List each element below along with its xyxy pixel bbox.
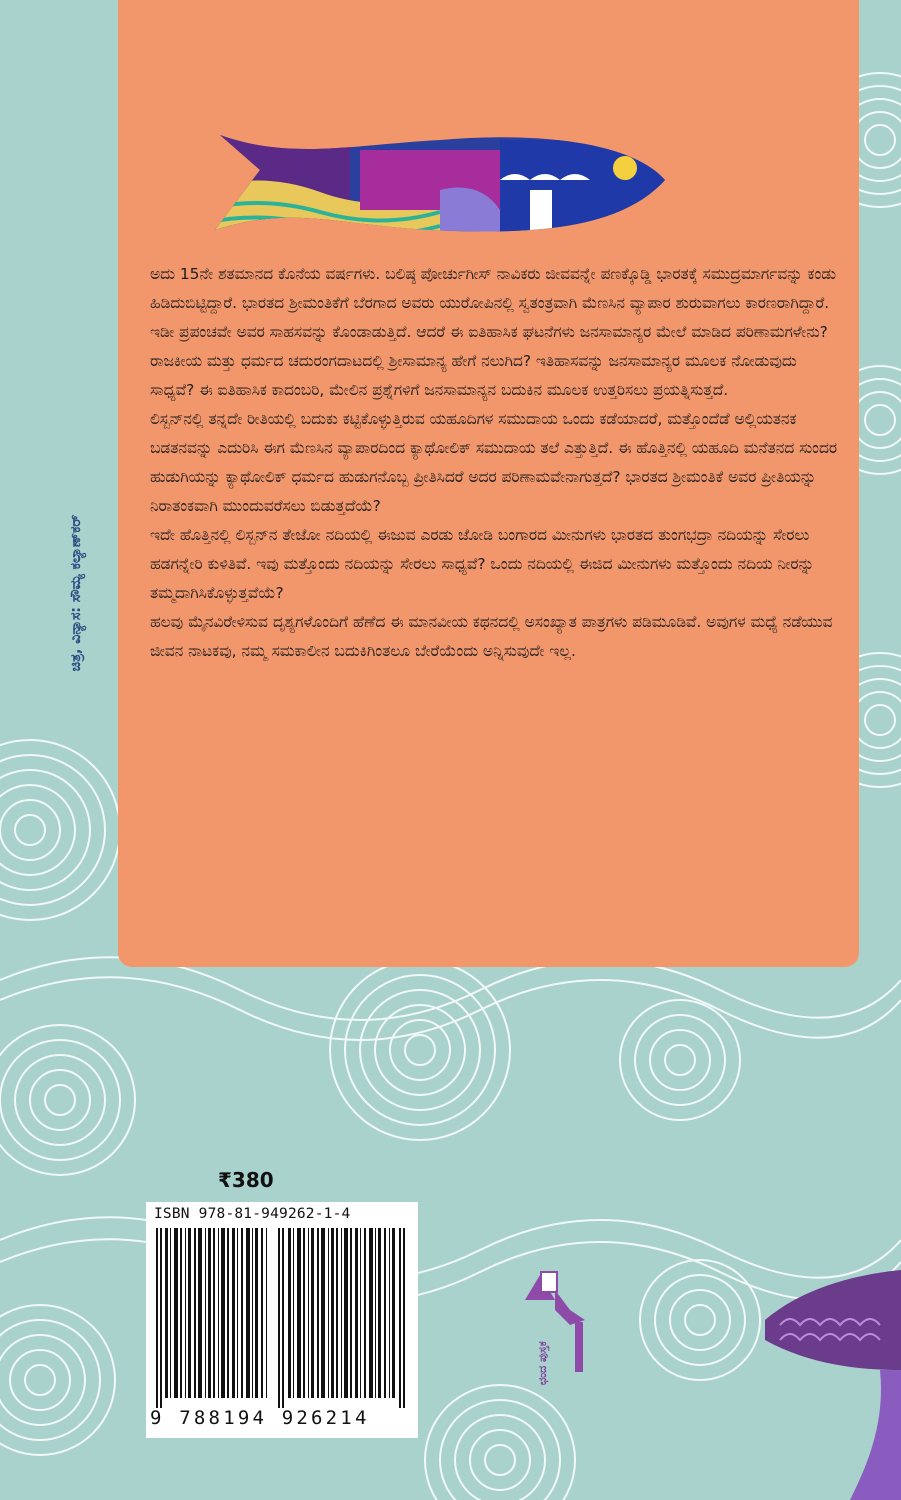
- blurb-paragraph-3: ಇದೇ ಹೊತ್ತಿನಲ್ಲಿ ಲಿಸ್ಬನ್‌ನ ತೇಜೋ ನದಿಯಲ್ಲಿ ಈಜುವ ಎರಡು ಜೋಡಿ ಬಂಗಾರದ ಮೀನುಗಳು ಭಾರತದ ತುಂಗಭದ್ರಾ ನದಿಯನ್ನು ಸೇರಲು ಹಡಗನ್ನೇರಿ ಕುಳಿತಿವೆ. ಇವು ಮತ್ತೊಂದು ನದಿಯನ್ನು ಸೇರಲು ಸಾಧ್ಯವೆ? ಒಂದು ನದಿಯಲ್ಲಿ ಈಜಿದ ಮೀನುಗಳು ಮತ್ತೊಂದು ನದಿಯ ನೀರನ್ನು ತಮ್ಮದಾಗಿಸಿಕೊಳ್ಳುತ್ತವೆಯೆ?: [150, 526, 815, 602]
- price-label: ₹380: [218, 1168, 274, 1192]
- barcode-bars: [156, 1228, 408, 1408]
- ean-digits: 9 788194 926214: [150, 1407, 370, 1429]
- corner-fish-illustration: [760, 1140, 901, 1500]
- blurb-paragraph-1: ಅದು 15ನೇ ಶತಮಾನದ ಕೊನೆಯ ವರ್ಷಗಳು. ಬಲಿಷ್ಠ ಪೋರ್ಚುಗೀಸ್ ನಾವಿಕರು ಜೀವವನ್ನೇ ಪಣಕ್ಕೊಡ್ಡಿ ಭಾರತಕ್ಕೆ ಸಮುದ್ರಮಾರ್ಗವನ್ನು ಕಂಡು ಹಿಡಿದುಬಿಟ್ಟಿದ್ದಾರೆ. ಭಾರತದ ಶ್ರೀಮಂತಿಕೆಗೆ ಬೆರಗಾದ ಅವರು ಯುರೋಪಿನಲ್ಲಿ ಸ್ವತಂತ್ರವಾಗಿ ಮೆಣಸಿನ ವ್ಯಾಪಾರ ಶುರುವಾಗಲು ಕಾರಣರಾಗಿದ್ದಾರೆ. ಇಡೀ ಪ್ರಪಂಚವೇ ಅವರ ಸಾಹಸವನ್ನು ಕೊಂಡಾಡುತ್ತಿದೆ. ಆದರೆ ಈ ಐತಿಹಾಸಿಕ ಘಟನೆಗಳು ಜನಸಾಮಾನ್ಯರ ಮೇಲೆ ಮಾಡಿದ ಪರಿಣಾಮಗಳೇನು? ರಾಜಕೀಯ ಮತ್ತು ಧರ್ಮದ ಚದುರಂಗದಾಟದಲ್ಲಿ ಶ್ರೀಸಾಮಾನ್ಯ ಹೇಗೆ ನಲುಗಿದ? ಇತಿಹಾಸವನ್ನು ಜನಸಾಮಾನ್ಯರ ಮೂಲಕ ನೋಡುವುದು ಸಾಧ್ಯವೆ? ಈ ಐತಿಹಾಸಿಕ ಕಾದಂಬರಿ, ಮೇಲಿನ ಪ್ರಶ್ನೆಗಳಿಗೆ ಜನಸಾಮಾನ್ಯನ ಬದುಕಿನ ಮೂಲಕ ಉತ್ತರಿಸಲು ಪ್ರಯತ್ನಿಸುತ್ತದೆ.: [150, 265, 836, 399]
- publisher-logo: [515, 1250, 595, 1400]
- fish-illustration: [200, 120, 670, 250]
- back-cover-blurb: [150, 260, 840, 666]
- blurb-paragraph-4: ಹಲವು ಮೈನವಿರೇಳಿಸುವ ದೃಶ್ಯಗಳೊಂದಿಗೆ ಹೆಣೆದ ಈ ಮಾನವೀಯ ಕಥನದಲ್ಲಿ ಅಸಂಖ್ಯಾತ ಪಾತ್ರಗಳು ಪಡಿಮೂಡಿವೆ. ಅವುಗಳ ಮಧ್ಯೆ ನಡೆಯುವ ಜೀವನ ನಾಟಕವು, ನಮ್ಮ ಸಮಕಾಲೀನ ಬದುಕಿಗಿಂತಲೂ ಬೇರೆಯೆಂದು ಅನ್ನಿಸುವುದೇ ಇಲ್ಲ.: [150, 613, 833, 660]
- illustration-credit: [66, 358, 86, 828]
- barcode-box: [146, 1202, 418, 1438]
- blurb-paragraph-2: ಲಿಸ್ಬನ್‌ನಲ್ಲಿ ತನ್ನದೇ ರೀತಿಯಲ್ಲಿ ಬದುಕು ಕಟ್ಟಿಕೊಳ್ಳುತ್ತಿರುವ ಯಹೂದಿಗಳ ಸಮುದಾಯ ಒಂದು ಕಡೆಯಾದರೆ, ಮತ್ತೊಂದೆಡೆ ಅಲ್ಲಿಯತನಕ ಬಡತನವನ್ನು ಎದುರಿಸಿ ಈಗ ಮೆಣಸಿನ ವ್ಯಾಪಾರದಿಂದ ಕ್ಯಾಥೋಲಿಕ್ ಸಮುದಾಯ ತಲೆ ಎತ್ತುತ್ತಿದೆ. ಈ ಹೊತ್ತಿನಲ್ಲಿ ಯಹೂದಿ ಮನೆತನದ ಸುಂದರ ಹುಡುಗಿಯನ್ನು ಕ್ಯಾಥೋಲಿಕ್ ಧರ್ಮದ ಹುಡುಗನೊಬ್ಬ ಪ್ರೀತಿಸಿದರೆ ಅದರ ಪರಿಣಾಮವೇನಾಗುತ್ತದೆ? ಭಾರತದ ಶ್ರೀಮಂತಿಕೆ ಅವರ ಪ್ರೀತಿಯನ್ನು ನಿರಾತಂಕವಾಗಿ ಮುಂದುವರೆಸಲು ಬಿಡುತ್ತದೆಯೆ?: [150, 410, 838, 515]
- publisher-name: ಛಂದ ಪುಸ್ತಕ: [536, 1341, 549, 1385]
- illustration-credit-text: ಚಿತ್ರ, ವಿನ್ಯಾಸ: ಸೌಮ್ಯ ಕಲ್ಯಾಣ್‌ಕರ್: [68, 514, 84, 672]
- isbn-label: ISBN 978-81-949262-1-4: [154, 1206, 351, 1222]
